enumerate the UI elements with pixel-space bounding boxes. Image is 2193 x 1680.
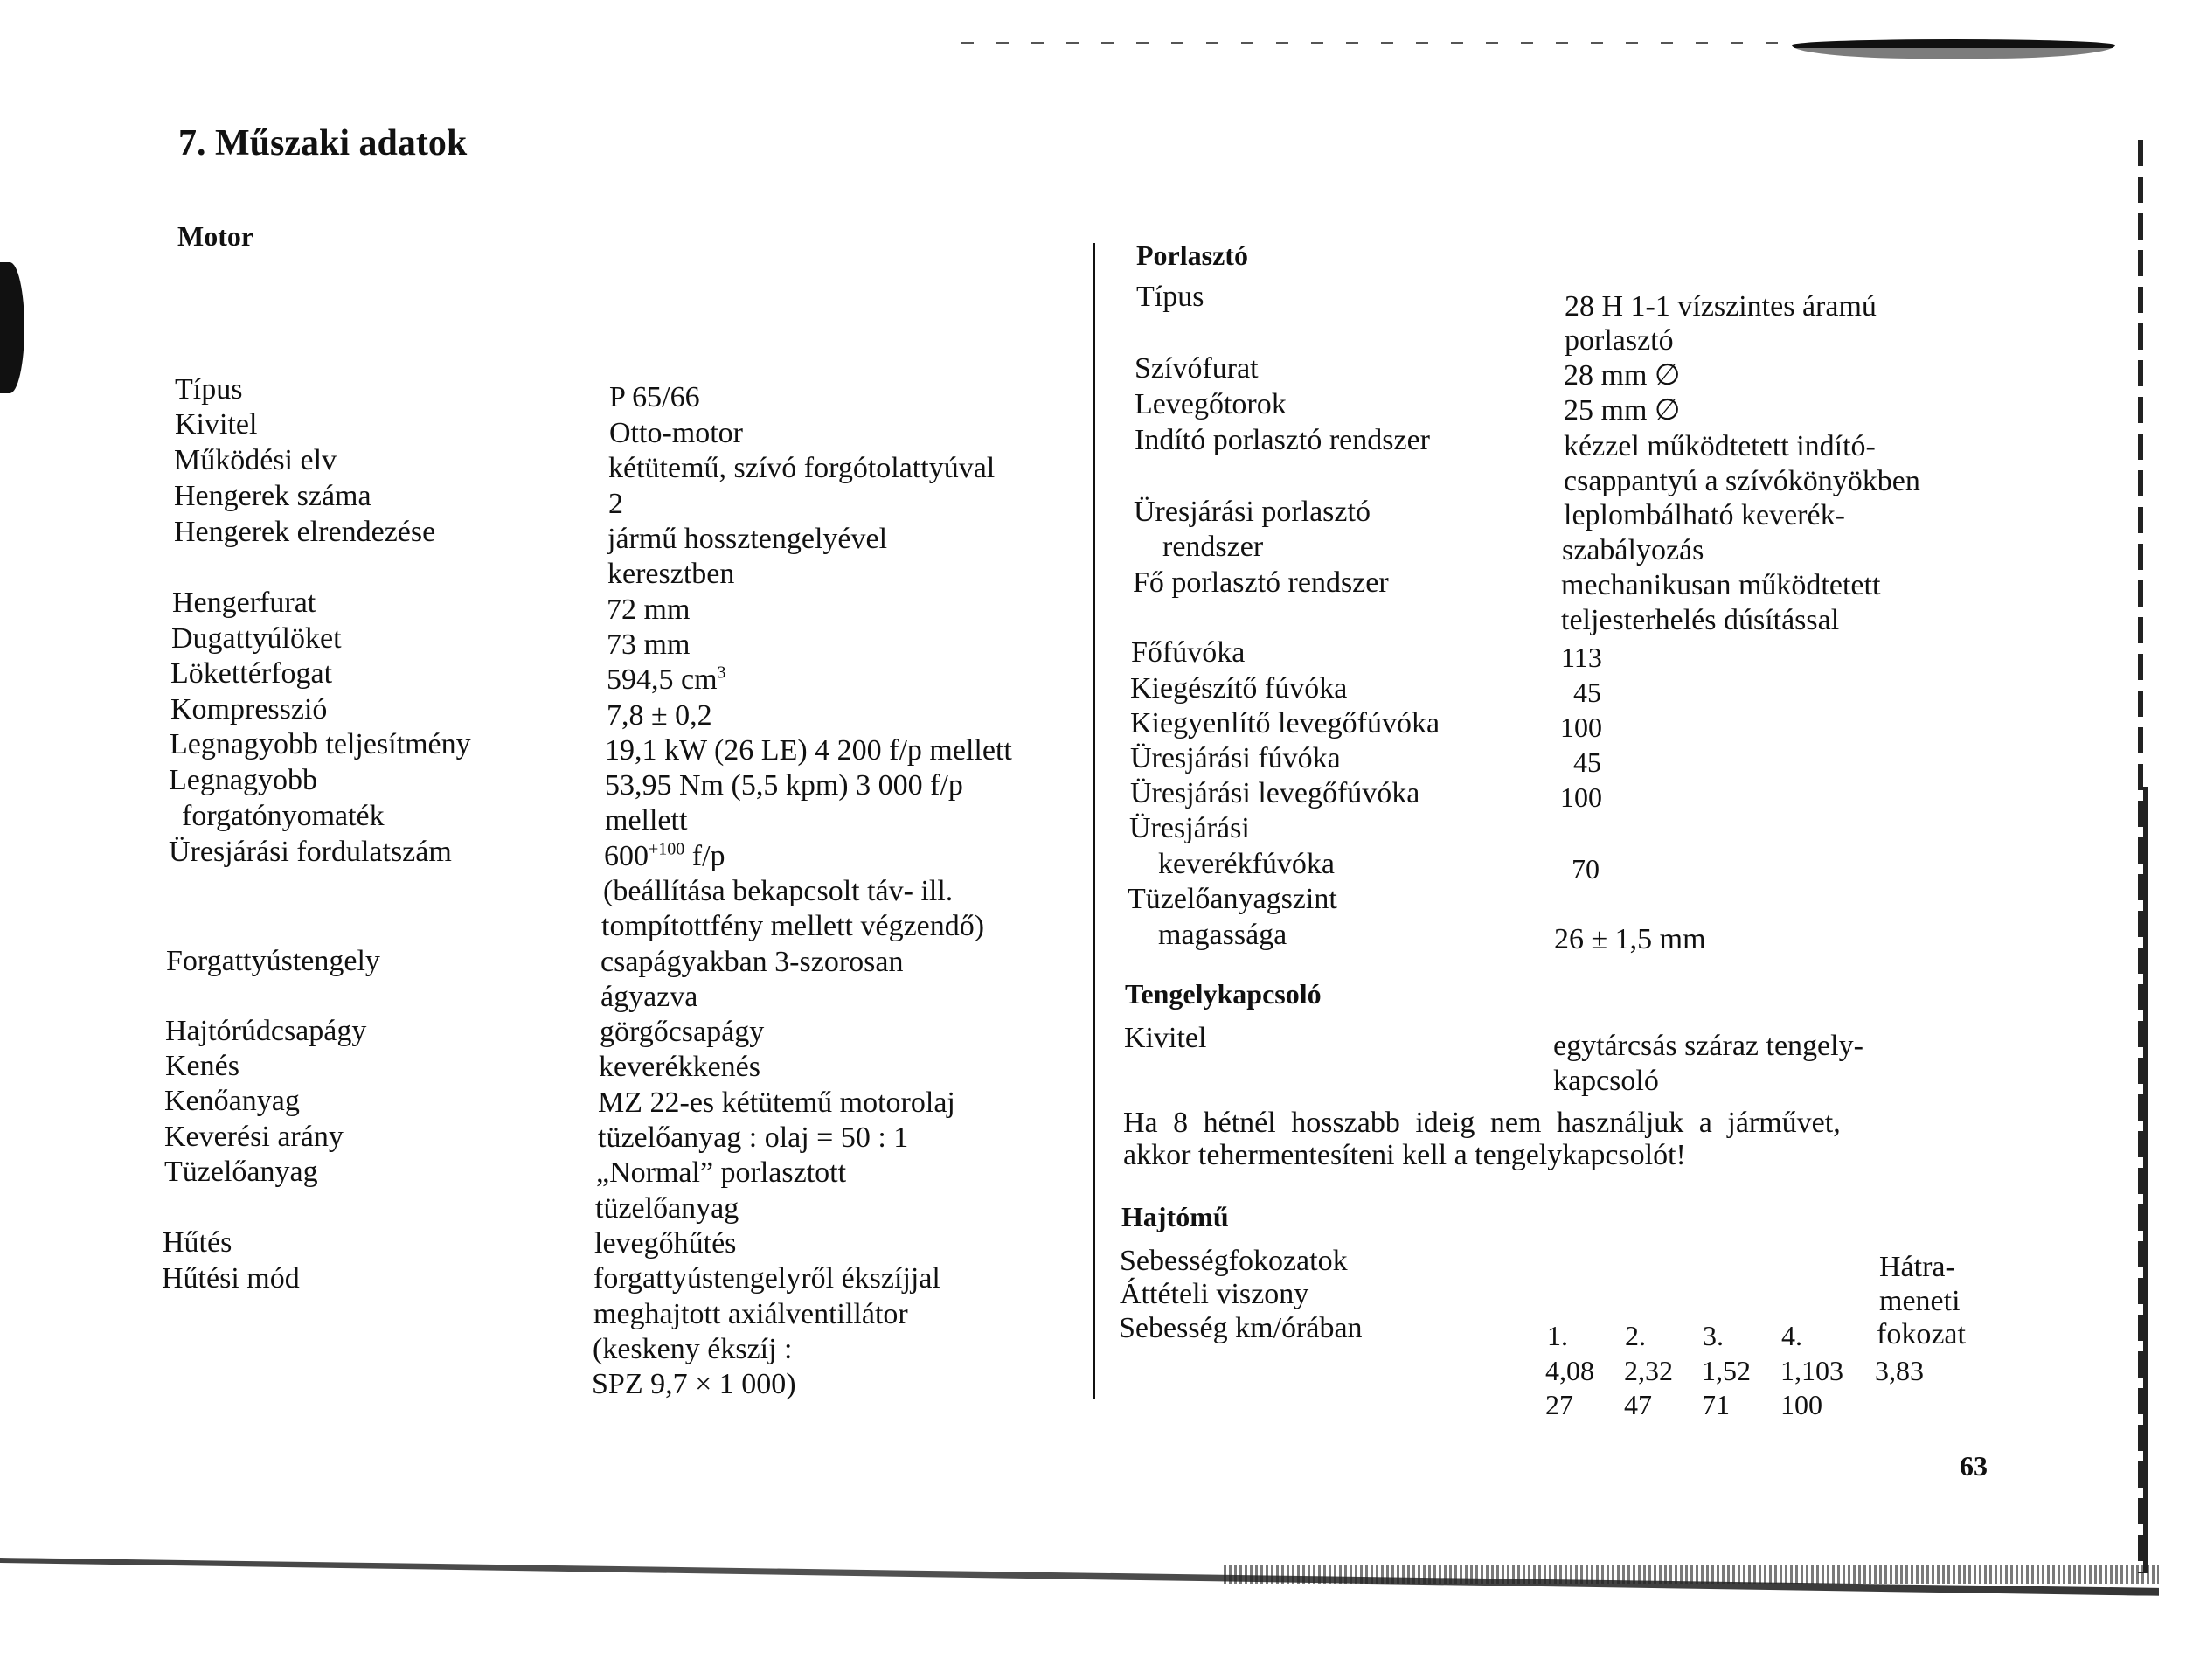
motor-value: 2 bbox=[608, 488, 623, 520]
porlaszto-label: Főfúvóka bbox=[1131, 636, 1246, 669]
motor-label: Hűtési mód bbox=[162, 1262, 300, 1295]
porlaszto-label: Kiegyenlítő levegőfúvóka bbox=[1130, 707, 1440, 739]
motor-value: tüzelőanyag : olaj = 50 : 1 bbox=[598, 1121, 909, 1154]
section-heading-tengelykapcsolo: Tengelykapcsoló bbox=[1125, 978, 1322, 1010]
porlaszto-label: Üresjárási fúvóka bbox=[1130, 742, 1341, 774]
porlaszto-label: Szívófurat bbox=[1135, 352, 1259, 385]
porlaszto-label: keverékfúvóka bbox=[1158, 848, 1336, 880]
motor-label: forgatónyomaték bbox=[182, 800, 385, 832]
motor-label: Kivitel bbox=[175, 408, 258, 441]
motor-value: 19,1 kW (26 LE) 4 200 f/p mellett bbox=[605, 734, 1012, 767]
motor-value: 7,8 ± 0,2 bbox=[607, 699, 712, 732]
motor-value: görgőcsapágy bbox=[600, 1016, 765, 1048]
motor-label: Kenőanyag bbox=[164, 1085, 300, 1117]
motor-label: Hengerek száma bbox=[174, 480, 371, 512]
hajtomu-label: Sebességfokozatok bbox=[1120, 1245, 1348, 1277]
motor-value-idle bbox=[604, 839, 725, 874]
porlaszto-value: 70 bbox=[1572, 853, 1600, 885]
section-heading-motor: Motor bbox=[177, 220, 254, 252]
motor-value: ágyazva bbox=[600, 981, 698, 1013]
gear-speed: 27 bbox=[1545, 1389, 1573, 1420]
motor-label: Kenés bbox=[165, 1050, 239, 1082]
motor-value: MZ 22-es kétütemű motorolaj bbox=[598, 1086, 955, 1119]
motor-label: Legnagyobb bbox=[169, 764, 317, 796]
porlaszto-label: rendszer bbox=[1162, 531, 1264, 563]
motor-value: mellett bbox=[605, 804, 688, 837]
porlaszto-value: leplombálható keverék- bbox=[1564, 499, 1845, 531]
porlaszto-label: Indító porlasztó rendszer bbox=[1135, 424, 1430, 456]
motor-label: Működési elv bbox=[174, 444, 337, 476]
porlaszto-value: 100 bbox=[1560, 712, 1602, 743]
porlaszto-label: Tüzelőanyagszint bbox=[1128, 883, 1337, 915]
porlaszto-value: 28 H 1-1 vízszintes áramú bbox=[1565, 290, 1877, 323]
reverse-gear-header: meneti bbox=[1879, 1285, 1961, 1317]
motor-value: 73 mm bbox=[607, 628, 691, 661]
motor-label: Dugattyúlöket bbox=[171, 622, 342, 655]
gear-number: 3. bbox=[1703, 1320, 1724, 1351]
idle-speed-unit: f/p bbox=[691, 840, 725, 872]
tengelykapcsolo-value: egytárcsás száraz tengely- bbox=[1553, 1030, 1863, 1062]
motor-label: Forgattyústengely bbox=[166, 945, 380, 977]
porlaszto-value: porlasztó bbox=[1565, 324, 1674, 357]
porlaszto-value: 26 ± 1,5 mm bbox=[1554, 923, 1706, 955]
motor-value: forgattyústengelyről ékszíjjal bbox=[593, 1262, 940, 1295]
section-heading-hajtomu: Hajtómű bbox=[1121, 1201, 1229, 1232]
gear-speed: 71 bbox=[1702, 1389, 1730, 1420]
motor-value: keresztben bbox=[607, 558, 735, 590]
motor-label: Hengerek elrendezése bbox=[174, 516, 436, 548]
gear-number: 1. bbox=[1547, 1320, 1568, 1351]
motor-value: (keskeny ékszíj : bbox=[593, 1333, 793, 1365]
gear-number: 4. bbox=[1781, 1320, 1802, 1351]
tengelykapcsolo-note: Ha 8 hétnél hosszabb ideig nem használjuk a járművet, bbox=[1123, 1107, 1841, 1139]
porlaszto-value: csappantyú a szívókönyökben bbox=[1564, 465, 1920, 497]
gear-ratio: 2,32 bbox=[1624, 1355, 1673, 1386]
scan-artifact-top-dots bbox=[961, 42, 1792, 44]
motor-label: Keverési arány bbox=[164, 1121, 344, 1153]
motor-label: Hűtés bbox=[163, 1226, 232, 1259]
motor-value: P 65/66 bbox=[609, 381, 700, 413]
gear-ratio-reverse: 3,83 bbox=[1875, 1355, 1924, 1386]
superscript-3: 3 bbox=[717, 663, 726, 683]
porlaszto-value: 45 bbox=[1573, 746, 1601, 778]
gear-ratio: 1,103 bbox=[1780, 1355, 1843, 1386]
scan-artifact-top bbox=[1792, 39, 2115, 59]
motor-value: tüzelőanyag bbox=[595, 1192, 739, 1225]
motor-value: 53,95 Nm (5,5 kpm) 3 000 f/p bbox=[605, 769, 963, 802]
gear-speed: 47 bbox=[1624, 1389, 1652, 1420]
page-number: 63 bbox=[1960, 1450, 1988, 1482]
idle-speed-value: 600 bbox=[604, 840, 649, 872]
reverse-gear-header: Hátra- bbox=[1879, 1251, 1955, 1283]
motor-value: levegőhűtés bbox=[594, 1227, 737, 1260]
motor-value: SPZ 9,7 × 1 000) bbox=[592, 1368, 796, 1400]
porlaszto-value: 25 mm ∅ bbox=[1564, 394, 1681, 427]
column-divider bbox=[1093, 243, 1095, 1399]
scan-artifact-right-edge bbox=[2143, 787, 2148, 1573]
porlaszto-label: magassága bbox=[1158, 919, 1287, 951]
motor-value: keverékkenés bbox=[599, 1051, 761, 1083]
tengelykapcsolo-note: akkor tehermentesíteni kell a tengelykapcsolót! bbox=[1123, 1139, 1686, 1171]
porlaszto-label: Fő porlasztó rendszer bbox=[1133, 566, 1389, 599]
porlaszto-value: 100 bbox=[1560, 781, 1602, 813]
idle-speed-tolerance: +100 bbox=[649, 839, 685, 859]
motor-label: Üresjárási fordulatszám bbox=[169, 836, 452, 868]
motor-value: 72 mm bbox=[607, 594, 691, 626]
motor-value: tompítottfény mellett végzendő) bbox=[601, 910, 985, 942]
porlaszto-value: 45 bbox=[1573, 677, 1601, 708]
porlaszto-value: mechanikusan működtetett bbox=[1561, 569, 1881, 601]
porlaszto-value: teljesterhelés dúsítással bbox=[1561, 604, 1840, 636]
porlaszto-value: szabályozás bbox=[1562, 534, 1704, 566]
scan-artifact-bottom-shadow bbox=[1224, 1565, 2159, 1584]
tengelykapcsolo-value: kapcsoló bbox=[1553, 1065, 1659, 1097]
motor-label: Típus bbox=[175, 373, 243, 406]
gear-number: 2. bbox=[1625, 1320, 1646, 1351]
porlaszto-label: Típus bbox=[1136, 281, 1204, 313]
motor-value-displacement bbox=[607, 663, 726, 698]
reverse-gear-header: fokozat bbox=[1877, 1318, 1966, 1350]
section-heading-porlaszto: Porlasztó bbox=[1136, 240, 1248, 271]
porlaszto-value: 28 mm ∅ bbox=[1564, 359, 1681, 392]
porlaszto-label: Üresjárási bbox=[1129, 812, 1250, 844]
motor-label: Tüzelőanyag bbox=[164, 1156, 318, 1188]
gear-speed: 100 bbox=[1780, 1389, 1822, 1420]
hajtomu-label: Áttételi viszony bbox=[1120, 1278, 1309, 1310]
porlaszto-label: Kiegészítő fúvóka bbox=[1130, 672, 1348, 705]
displacement-value: 594,5 cm bbox=[607, 663, 718, 696]
page-title: 7. Műszaki adatok bbox=[178, 123, 468, 163]
motor-value: „Normal” porlasztott bbox=[596, 1156, 847, 1189]
gear-ratio: 1,52 bbox=[1702, 1355, 1751, 1386]
motor-label: Legnagyobb teljesítmény bbox=[170, 728, 471, 760]
porlaszto-label: Levegőtorok bbox=[1135, 388, 1287, 420]
motor-value: meghajtott axiálventillátor bbox=[593, 1298, 908, 1330]
motor-value: Otto-motor bbox=[609, 417, 743, 449]
motor-value: jármű hossztengelyével bbox=[607, 523, 888, 555]
porlaszto-value: 113 bbox=[1561, 642, 1602, 673]
porlaszto-label: Üresjárási porlasztó bbox=[1134, 496, 1371, 528]
hajtomu-label: Sebesség km/órában bbox=[1119, 1312, 1363, 1344]
scan-artifact-left bbox=[0, 262, 24, 393]
motor-value: csapágyakban 3-szorosan bbox=[600, 946, 904, 978]
motor-label: Hajtórúdcsapágy bbox=[165, 1015, 367, 1047]
porlaszto-value: kézzel működtetett indító- bbox=[1564, 430, 1876, 462]
motor-value: kétütemű, szívó forgótolattyúval bbox=[608, 452, 996, 484]
motor-label: Hengerfurat bbox=[172, 587, 316, 619]
porlaszto-label: Üresjárási levegőfúvóka bbox=[1130, 777, 1420, 809]
motor-value: (beállítása bekapcsolt táv- ill. bbox=[603, 875, 954, 907]
motor-label: Kompresszió bbox=[170, 693, 328, 725]
tengelykapcsolo-label: Kivitel bbox=[1124, 1022, 1207, 1054]
gear-ratio: 4,08 bbox=[1545, 1355, 1594, 1386]
motor-label: Lökettérfogat bbox=[170, 657, 333, 690]
